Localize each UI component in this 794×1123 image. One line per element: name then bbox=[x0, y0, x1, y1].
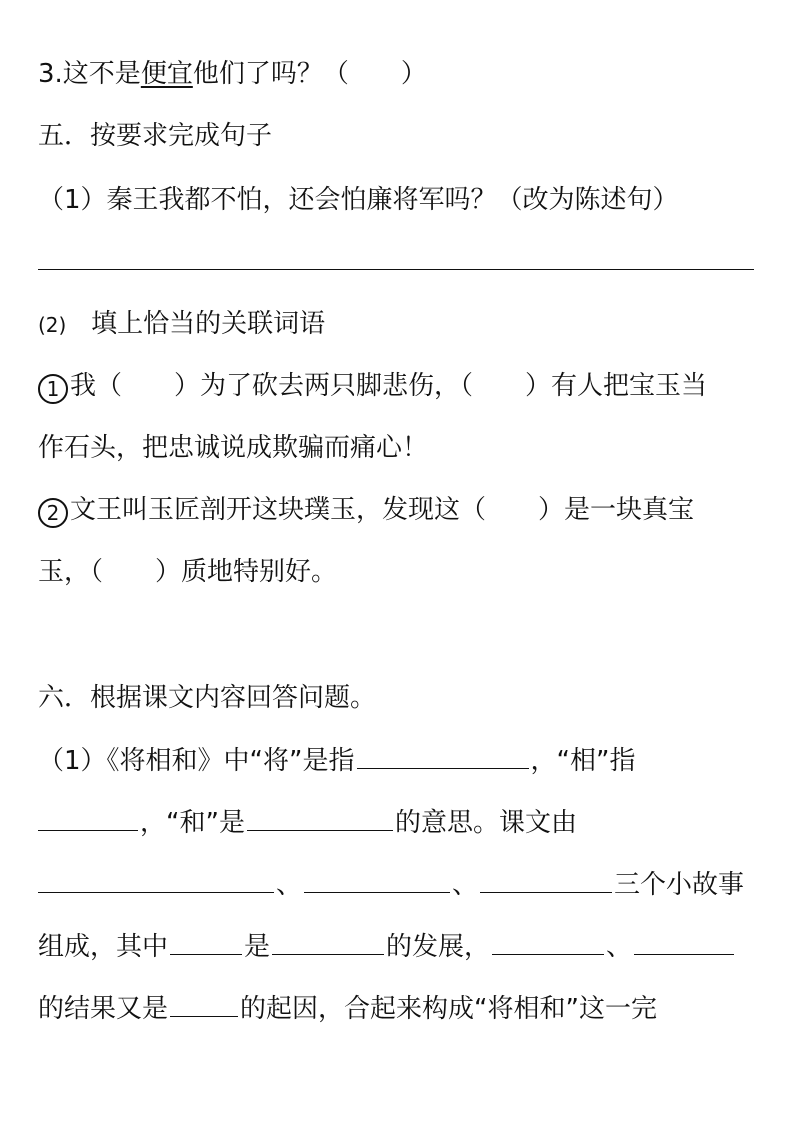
fill-1-line-2: 作石头，把忠诚说成欺骗而痛心！ bbox=[38, 433, 429, 463]
blank-story-a[interactable] bbox=[492, 928, 604, 955]
item-1-label: （1） bbox=[38, 185, 107, 215]
q6-text-3: ，“和”是 bbox=[140, 808, 245, 838]
item-2-label: (2) bbox=[38, 313, 67, 337]
q6-text-2: ，“相”指 bbox=[530, 746, 636, 776]
q6-text-5: 三个小故事 bbox=[614, 870, 745, 900]
blank-story-2[interactable] bbox=[304, 866, 450, 893]
blank-he[interactable] bbox=[247, 804, 393, 831]
q6-line-5 bbox=[38, 990, 657, 1026]
blank-xiang[interactable] bbox=[38, 804, 138, 831]
q6-text-8: 的发展， bbox=[386, 932, 491, 962]
q3-prefix: 3.这不是 bbox=[38, 59, 141, 89]
q6-line-3 bbox=[38, 866, 744, 902]
fill-1-line-1 bbox=[38, 368, 707, 404]
q6-text-7: 是 bbox=[244, 932, 271, 962]
section-6-title: 六．根据课文内容回答问题。 bbox=[38, 683, 377, 713]
q6-text-1: 《将相和》中“将”是指 bbox=[106, 746, 355, 776]
blank-story-1[interactable] bbox=[38, 866, 274, 893]
answer-line[interactable] bbox=[38, 269, 754, 270]
q6-sep-3: 、 bbox=[606, 932, 633, 962]
q6-line-2 bbox=[38, 804, 577, 840]
blank-jiang[interactable] bbox=[357, 742, 529, 769]
item-2 bbox=[38, 306, 325, 342]
circled-number-1: 1 bbox=[38, 374, 68, 404]
question-3 bbox=[38, 56, 427, 92]
fill-2-text-1: 文王叫玉匠剖开这块璞玉，发现这（ ）是一块真宝 bbox=[70, 495, 695, 525]
q6-text-9: 的结果又是 bbox=[38, 994, 169, 1024]
q3-suffix: 他们了吗？ bbox=[192, 59, 323, 89]
fill-2-line-1 bbox=[38, 492, 694, 528]
blank-story-b[interactable] bbox=[634, 928, 734, 955]
q6-line-4 bbox=[38, 928, 736, 964]
fill-2-line-2: 玉，（ ）质地特别好。 bbox=[38, 557, 338, 587]
blank-development-of[interactable] bbox=[272, 928, 384, 955]
q6-sep-1: 、 bbox=[276, 870, 303, 900]
q6-text-6: 组成，其中 bbox=[38, 932, 169, 962]
q3-underlined-word: 便宜 bbox=[140, 59, 193, 89]
blank-which[interactable] bbox=[170, 928, 242, 955]
q6-line-1 bbox=[38, 742, 635, 778]
q6-text-10: 的起因，合起来构成“将相和”这一完 bbox=[240, 994, 657, 1024]
circled-number-2: 2 bbox=[38, 498, 68, 528]
q3-answer-paren[interactable]: （ ） bbox=[322, 59, 427, 89]
fill-1-text-1: 我（ ）为了砍去两只脚悲伤，（ ）有人把宝玉当 bbox=[70, 371, 708, 401]
item-2-text: 填上恰当的关联词语 bbox=[91, 309, 326, 339]
item-1-text: 秦王我都不怕，还会怕廉将军吗？（改为陈述句） bbox=[106, 185, 679, 215]
q6-text-4: 的意思。课文由 bbox=[394, 808, 577, 838]
item-1 bbox=[38, 182, 679, 218]
blank-cause-of[interactable] bbox=[170, 990, 238, 1017]
blank-story-3[interactable] bbox=[480, 866, 612, 893]
section-5-title: 五．按要求完成句子 bbox=[38, 121, 273, 151]
q6-label: （1） bbox=[38, 746, 107, 776]
q6-sep-2: 、 bbox=[452, 870, 479, 900]
